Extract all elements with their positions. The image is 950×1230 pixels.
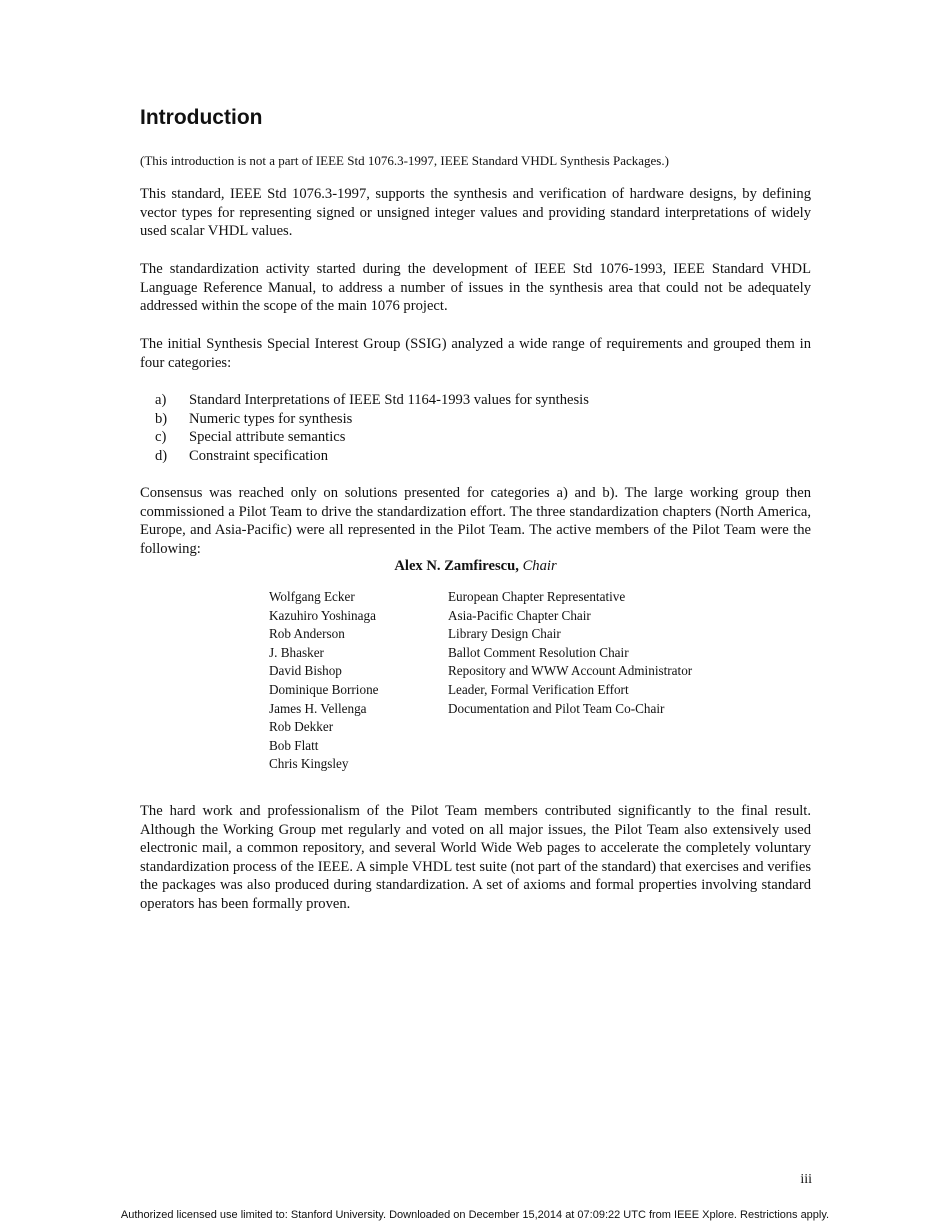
member-row (269, 700, 692, 719)
member-name: Dominique Borrione (269, 681, 379, 697)
member-name: Rob Dekker (269, 719, 334, 735)
list-marker: b) (155, 410, 168, 427)
member-row (269, 718, 692, 737)
member-row (269, 588, 692, 607)
paragraph-acknowledgment: The hard work and professionalism of the Pilot Team members contributed significantly to the final result. Although the Working Group met regularly and voted on all major issues, the Pilot Team also extensively used electronic mail, a common repository, and several World Wide Web pages to accelerate the completely voluntary standardization process of the IEEE. A simple VHDL test suite (not part of the standard) that exercises and verifies the packages was also produced during standardization. A set of axioms and formal properties involving standard operators has been formally proven. (140, 803, 811, 912)
member-role: Leader, Formal Verification Effort (448, 681, 629, 697)
chair-name: Alex N. Zamfirescu, (394, 558, 519, 574)
member-row (269, 662, 692, 681)
list-marker: d) (155, 447, 168, 464)
member-row (269, 737, 692, 756)
member-role: Library Design Chair (448, 626, 561, 642)
list-item-text: Standard Interpretations of IEEE Std 1164-1993 values for synthesis (189, 392, 589, 408)
member-list (269, 588, 692, 774)
list-marker: c) (155, 429, 167, 446)
paragraph-consensus: Consensus was reached only on solutions presented for categories a) and b). The large working group then commissioned a Pilot Team to drive the standardization effort. The three standardization chapters (North America, Europe, and Asia-Pacific) were all represented in the Pilot Team. The active members of the Pilot Team were the following: (140, 485, 811, 557)
list-item-text: Constraint specification (189, 447, 329, 464)
member-row (269, 755, 692, 774)
paragraph-ssig: The initial Synthesis Special Interest Group (SSIG) analyzed a wide range of requirements and grouped them in four categories: (140, 336, 811, 371)
list-item (155, 391, 589, 410)
member-role: Asia-Pacific Chapter Chair (448, 607, 591, 623)
paragraph-history: The standardization activity started during the development of IEEE Std 1076-1993, IEEE Standard VHDL Language Reference Manual, to address a number of issues in the synthesis area that could not be adequately addressed within the scope of the main 1076 project. (140, 261, 811, 315)
list-item-text: Special attribute semantics (189, 429, 346, 446)
paragraph-purpose: This standard, IEEE Std 1076.3-1997, supports the synthesis and verification of hardware designs, by defining vector types for representing signed or unsigned integer values and providing standard interpretations of widely used scalar VHDL values. (140, 186, 811, 240)
list-item (155, 428, 589, 447)
intro-note: (This introduction is not a part of IEEE Std 1076.3-1997, IEEE Standard VHDL Synthesis Packages.) (140, 153, 669, 168)
category-list (155, 391, 589, 465)
member-name: J. Bhasker (269, 644, 324, 660)
chair-line (140, 557, 811, 576)
list-item (155, 410, 589, 429)
member-name: Rob Anderson (269, 626, 345, 642)
member-row (269, 644, 692, 663)
member-row (269, 681, 692, 700)
member-row (269, 625, 692, 644)
member-name: Kazuhiro Yoshinaga (269, 607, 376, 623)
member-role: European Chapter Representative (448, 589, 626, 604)
member-row (269, 607, 692, 626)
list-marker: a) (155, 392, 167, 408)
member-role: Repository and WWW Account Administrator (448, 663, 693, 679)
page-number: iii (800, 1172, 812, 1187)
list-item (155, 447, 589, 466)
member-name: James H. Vellenga (269, 700, 367, 716)
member-name: Wolfgang Ecker (269, 589, 355, 604)
chair-role: Chair (522, 558, 557, 574)
license-footer: Authorized licensed use limited to: Stanford University. Downloaded on December 15,2014 at 07:09:22 UTC from IEEE Xplore. Restrictions apply. (120, 1209, 830, 1221)
member-role: Ballot Comment Resolution Chair (448, 644, 629, 660)
list-item-text: Numeric types for synthesis (189, 410, 353, 427)
member-name: David Bishop (269, 663, 342, 679)
member-name: Chris Kingsley (269, 756, 349, 772)
member-name: Bob Flatt (269, 737, 319, 753)
page-title: Introduction (140, 106, 263, 129)
member-role: Documentation and Pilot Team Co-Chair (448, 700, 665, 716)
